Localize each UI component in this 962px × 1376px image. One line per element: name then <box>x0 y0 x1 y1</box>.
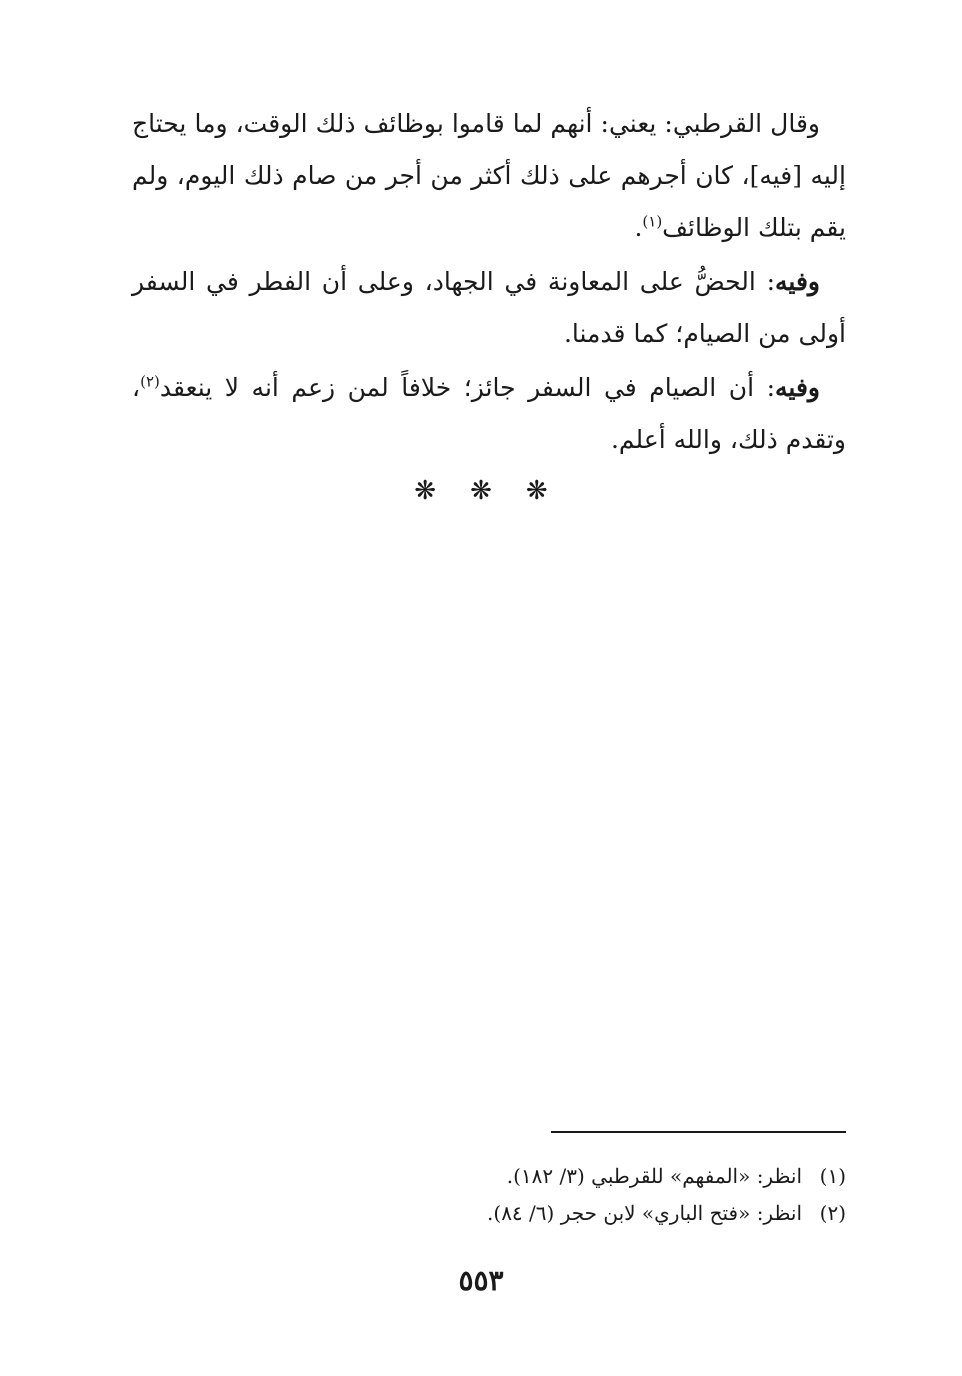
footnote-divider <box>551 1131 846 1133</box>
paragraph-text: : الحضُّ على المعاونة في الجهاد، وعلى أن الفطر في السفر أولى من الصيام؛ كما قدمنا. <box>132 267 846 348</box>
footnote-text: انظر: «المفهم» للقرطبي (٣/ ١٨٢). <box>506 1164 802 1188</box>
paragraph-2 <box>132 256 846 360</box>
section-separator <box>0 476 962 506</box>
footnote-number: (٢) <box>819 1201 846 1225</box>
footnote-reference[interactable]: (٢) <box>140 372 160 391</box>
footnotes <box>300 1158 846 1232</box>
paragraph-tail: . <box>634 213 643 242</box>
asterism-icon: ❋ <box>414 476 437 506</box>
asterism-icon: ❋ <box>525 476 548 506</box>
asterism-icon: ❋ <box>470 476 492 506</box>
footnote-number: (١) <box>819 1164 846 1188</box>
footnote-item <box>300 1195 846 1232</box>
footnote-text: انظر: «فتح الباري» لابن حجر (٦/ ٨٤). <box>487 1201 802 1225</box>
paragraph-tail: ، وتقدم ذلك، والله أعلم. <box>132 373 846 454</box>
page-number: ٥٥٣ <box>458 1264 504 1297</box>
paragraph-3 <box>132 362 846 466</box>
footnote-reference[interactable]: (١) <box>642 212 663 231</box>
paragraph-lead: وفيه <box>775 373 820 402</box>
footnote-item <box>300 1158 846 1195</box>
main-text <box>132 98 846 468</box>
paragraph-text: وقال القرطبي: يعني: أنهم لما قاموا بوظائف ذلك الوقت، وما يحتاج إليه [فيه]، كان أجرهم على ذلك أكثر من أجر من صام ذلك اليوم، ولم يقم بتلك الوظائف <box>132 109 846 242</box>
paragraph-text: : أن الصيام في السفر جائز؛ خلافاً لمن زعم أنه لا ينعقد <box>159 373 776 402</box>
paragraph-1 <box>132 98 846 254</box>
paragraph-lead: وفيه <box>775 267 820 296</box>
